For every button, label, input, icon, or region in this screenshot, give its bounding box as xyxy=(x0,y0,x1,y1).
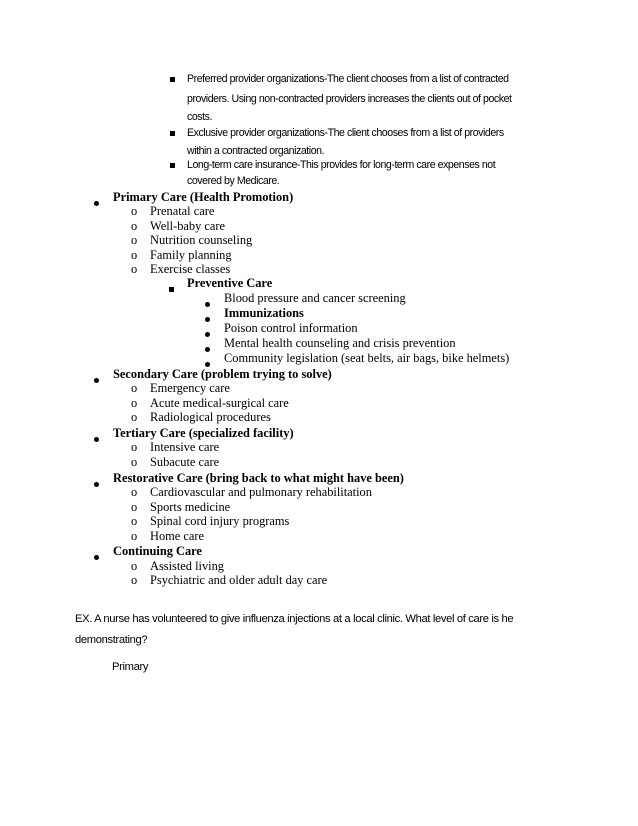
example-question: EX. A nurse has volunteered to give influenza injections at a local clinic. What level of care is he xyxy=(75,613,514,625)
provider-line: Exclusive provider organizations-The client chooses from a list of providers xyxy=(187,127,504,139)
round-bullet-icon xyxy=(94,195,99,209)
round-bullet-icon xyxy=(94,431,99,445)
circle-bullet-icon: o xyxy=(131,381,138,395)
circle-bullet-icon: o xyxy=(131,559,138,573)
square-bullet-icon xyxy=(170,125,175,139)
provider-line: Long-term care insurance-This provides for long-term care expenses not xyxy=(187,159,496,171)
list-item: Subacute care xyxy=(150,455,220,469)
round-bullet-icon xyxy=(205,296,210,310)
round-bullet-icon xyxy=(94,476,99,490)
provider-line: covered by Medicare. xyxy=(187,175,280,187)
list-item: Mental health counseling and crisis prevention xyxy=(224,336,456,350)
circle-bullet-icon: o xyxy=(131,204,138,218)
list-item: Well-baby care xyxy=(150,219,226,233)
square-bullet-icon xyxy=(170,71,175,85)
round-bullet-icon xyxy=(94,549,99,563)
round-bullet-icon xyxy=(205,341,210,355)
circle-bullet-icon: o xyxy=(131,262,138,276)
circle-bullet-icon: o xyxy=(131,529,138,543)
section-heading: Primary Care (Health Promotion) xyxy=(113,190,294,204)
list-item: Nutrition counseling xyxy=(150,233,253,247)
provider-line: providers. Using non-contracted providers increases the clients out of pocket xyxy=(187,93,512,105)
square-bullet-icon xyxy=(169,281,174,295)
list-item: Cardiovascular and pulmonary rehabilitation xyxy=(150,485,372,499)
circle-bullet-icon: o xyxy=(131,514,138,528)
list-item: Blood pressure and cancer screening xyxy=(224,291,406,305)
circle-bullet-icon: o xyxy=(131,500,138,514)
round-bullet-icon xyxy=(205,311,210,325)
round-bullet-icon xyxy=(94,372,99,386)
circle-bullet-icon: o xyxy=(131,219,138,233)
circle-bullet-icon: o xyxy=(131,410,138,424)
square-bullet-icon xyxy=(170,157,175,171)
list-item: Family planning xyxy=(150,248,232,262)
list-item: Emergency care xyxy=(150,381,230,395)
circle-bullet-icon: o xyxy=(131,248,138,262)
list-item: Home care xyxy=(150,529,205,543)
list-item: Radiological procedures xyxy=(150,410,271,424)
section-heading: Continuing Care xyxy=(113,544,202,558)
list-item: Prenatal care xyxy=(150,204,215,218)
list-item: Spinal cord injury programs xyxy=(150,514,290,528)
example-answer: Primary xyxy=(112,661,149,673)
round-bullet-icon xyxy=(205,326,210,340)
circle-bullet-icon: o xyxy=(131,485,138,499)
list-item: Sports medicine xyxy=(150,500,231,514)
circle-bullet-icon: o xyxy=(131,440,138,454)
circle-bullet-icon: o xyxy=(131,396,138,410)
section-heading: Restorative Care (bring back to what might have been) xyxy=(113,471,404,485)
provider-line: costs. xyxy=(187,111,212,123)
list-item: Assisted living xyxy=(150,559,225,573)
section-heading: Secondary Care (problem trying to solve) xyxy=(113,367,332,381)
list-item: Immunizations xyxy=(224,306,304,320)
circle-bullet-icon: o xyxy=(131,233,138,247)
list-item: Poison control information xyxy=(224,321,358,335)
circle-bullet-icon: o xyxy=(131,455,138,469)
list-item: Intensive care xyxy=(150,440,220,454)
list-item: Exercise classes xyxy=(150,262,231,276)
provider-line: Preferred provider organizations-The client chooses from a list of contracted xyxy=(187,73,509,85)
subsection-heading: Preventive Care xyxy=(187,276,273,290)
example-question: demonstrating? xyxy=(75,634,148,646)
list-item: Acute medical-surgical care xyxy=(150,396,289,410)
circle-bullet-icon: o xyxy=(131,573,138,587)
list-item: Psychiatric and older adult day care xyxy=(150,573,328,587)
list-item: Community legislation (seat belts, air bags, bike helmets) xyxy=(224,351,510,365)
section-heading: Tertiary Care (specialized facility) xyxy=(113,426,294,440)
provider-line: within a contracted organization. xyxy=(187,145,325,157)
